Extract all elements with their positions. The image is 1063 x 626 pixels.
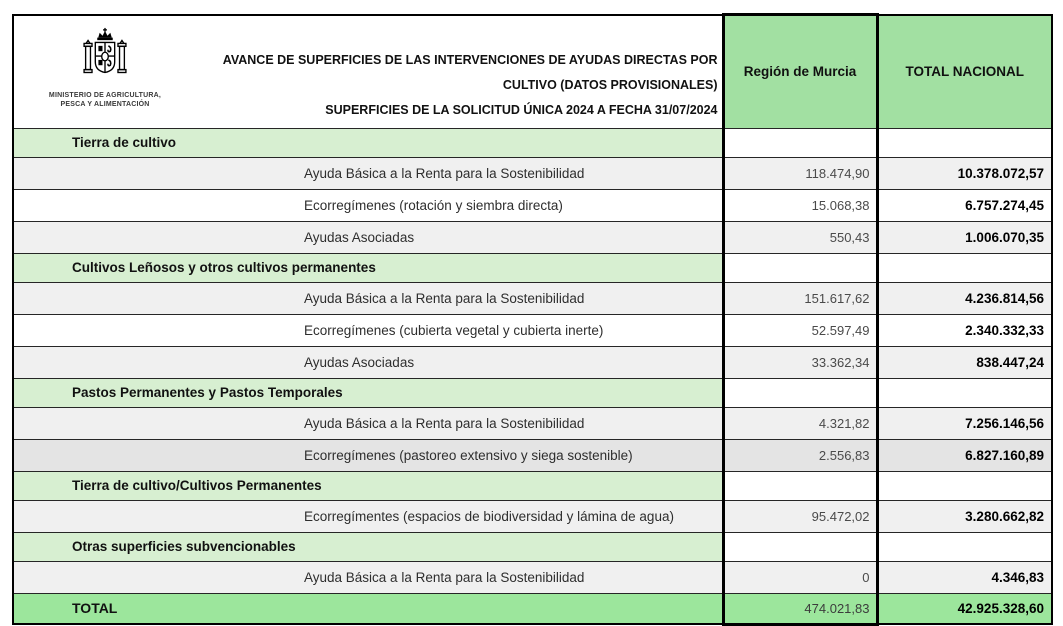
ministry-logo bbox=[30, 26, 180, 109]
section-label: Tierra de cultivo/Cultivos Permanentes bbox=[13, 471, 723, 500]
murcia-value: 2.556,83 bbox=[723, 439, 877, 471]
section-row-tierra-cultivos-permanentes bbox=[13, 471, 1052, 500]
report-title-line1: AVANCE DE SUPERFICIES DE LAS INTERVENCIONES DE AYUDAS DIRECTAS POR bbox=[222, 52, 718, 67]
row-label: Ecorregímenes (cubierta vegetal y cubierta inerte) bbox=[13, 314, 723, 346]
ministry-name-line2: PESCA Y ALIMENTACIÓN bbox=[60, 100, 150, 108]
table-row bbox=[13, 314, 1052, 346]
murcia-value: 151.617,62 bbox=[723, 282, 877, 314]
row-label: Ayuda Básica a la Renta para la Sostenibilidad bbox=[13, 157, 723, 189]
table-row bbox=[13, 500, 1052, 532]
nacional-value: 3.280.662,82 bbox=[877, 500, 1052, 532]
section-label: Pastos Permanentes y Pastos Temporales bbox=[13, 378, 723, 407]
table-row bbox=[13, 189, 1052, 221]
table-header-row bbox=[13, 15, 1052, 129]
murcia-value bbox=[723, 532, 877, 561]
table-row bbox=[13, 407, 1052, 439]
row-label: Ayuda Básica a la Renta para la Sostenibilidad bbox=[13, 561, 723, 593]
nacional-value: 6.827.160,89 bbox=[877, 439, 1052, 471]
row-label: Ecorregímenes (pastoreo extensivo y siega sostenible) bbox=[13, 439, 723, 471]
murcia-value: 52.597,49 bbox=[723, 314, 877, 346]
nacional-value bbox=[877, 471, 1052, 500]
nacional-value: 838.447,24 bbox=[877, 346, 1052, 378]
section-label: Tierra de cultivo bbox=[13, 128, 723, 157]
nacional-value: 2.340.332,33 bbox=[877, 314, 1052, 346]
table-row bbox=[13, 157, 1052, 189]
total-label: TOTAL bbox=[13, 593, 723, 624]
row-label: Ecorregímentes (espacios de biodiversidad y lámina de agua) bbox=[13, 500, 723, 532]
murcia-value: 95.472,02 bbox=[723, 500, 877, 532]
nacional-value: 7.256.146,56 bbox=[877, 407, 1052, 439]
murcia-total-value: 474.021,83 bbox=[723, 593, 877, 624]
nacional-value bbox=[877, 253, 1052, 282]
nacional-value: 10.378.072,57 bbox=[877, 157, 1052, 189]
murcia-value: 33.362,34 bbox=[723, 346, 877, 378]
nacional-value: 1.006.070,35 bbox=[877, 221, 1052, 253]
nacional-total-value: 42.925.328,60 bbox=[877, 593, 1052, 624]
table-row bbox=[13, 439, 1052, 471]
nacional-value: 4.236.814,56 bbox=[877, 282, 1052, 314]
row-label: Ecorregímenes (rotación y siembra directa) bbox=[13, 189, 723, 221]
section-label: Cultivos Leñosos y otros cultivos permanentes bbox=[13, 253, 723, 282]
murcia-value bbox=[723, 471, 877, 500]
section-row-otras-superficies bbox=[13, 532, 1052, 561]
murcia-value: 0 bbox=[723, 561, 877, 593]
column-header-region-murcia: Región de Murcia bbox=[723, 15, 877, 129]
report-sheet bbox=[12, 13, 1053, 626]
murcia-value: 15.068,38 bbox=[723, 189, 877, 221]
row-label: Ayuda Básica a la Renta para la Sostenibilidad bbox=[13, 407, 723, 439]
table-row bbox=[13, 282, 1052, 314]
row-label: Ayudas Asociadas bbox=[13, 346, 723, 378]
murcia-value: 550,43 bbox=[723, 221, 877, 253]
nacional-value bbox=[877, 128, 1052, 157]
table-row bbox=[13, 346, 1052, 378]
report-title-line2: CULTIVO (DATOS PROVISIONALES) bbox=[502, 77, 718, 92]
table-row bbox=[13, 221, 1052, 253]
report-title-line3: SUPERFICIES DE LA SOLICITUD ÚNICA 2024 A FECHA 31/07/2024 bbox=[325, 102, 718, 117]
murcia-value bbox=[723, 378, 877, 407]
section-row-tierra-de-cultivo bbox=[13, 128, 1052, 157]
nacional-value: 4.346,83 bbox=[877, 561, 1052, 593]
section-row-pastos bbox=[13, 378, 1052, 407]
nacional-value bbox=[877, 378, 1052, 407]
surfaces-table bbox=[12, 13, 1053, 626]
ministry-name-line1: MINISTERIO DE AGRICULTURA, bbox=[48, 91, 162, 99]
murcia-value: 4.321,82 bbox=[723, 407, 877, 439]
section-label: Otras superficies subvencionables bbox=[13, 532, 723, 561]
report-title bbox=[184, 48, 718, 123]
murcia-value: 118.474,90 bbox=[723, 157, 877, 189]
coat-of-arms-icon bbox=[30, 26, 180, 88]
row-label: Ayuda Básica a la Renta para la Sostenibilidad bbox=[13, 282, 723, 314]
section-row-cultivos-lenosos bbox=[13, 253, 1052, 282]
table-row bbox=[13, 561, 1052, 593]
header-title-cell bbox=[13, 15, 723, 129]
murcia-value bbox=[723, 128, 877, 157]
nacional-value bbox=[877, 532, 1052, 561]
total-row bbox=[13, 593, 1052, 624]
murcia-value bbox=[723, 253, 877, 282]
nacional-value: 6.757.274,45 bbox=[877, 189, 1052, 221]
row-label: Ayudas Asociadas bbox=[13, 221, 723, 253]
column-header-total-nacional: TOTAL NACIONAL bbox=[877, 15, 1052, 129]
